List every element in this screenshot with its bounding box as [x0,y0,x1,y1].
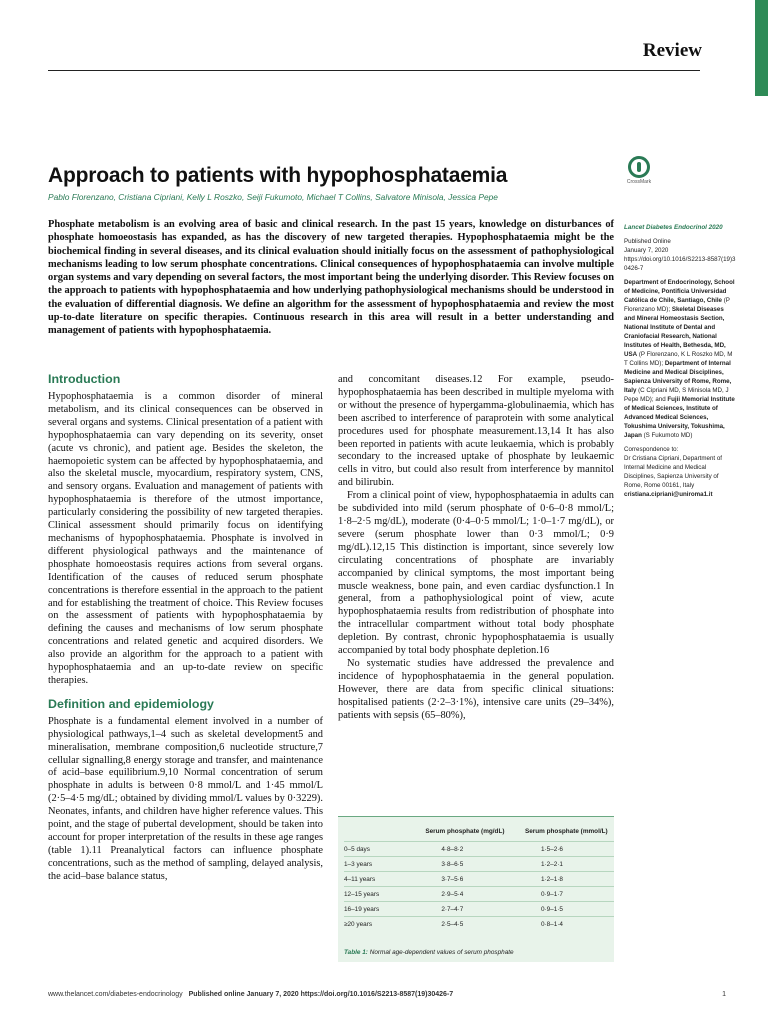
page-footer [48,991,726,998]
header-rule [48,70,700,71]
table-cell: 3·7–5·6 [425,872,525,887]
article-sidebar [624,223,736,504]
table-1 [338,816,614,962]
table-cell: 0·8–1·4 [525,917,614,932]
table-cell: 16–19 years [344,902,425,917]
body-paragraph: No systematic studies have addressed the prevalence and incidence of hypophosphataemia in the general population. However, there are data from specific clinical situations: hospitalised patients (2·2–3·1%), intensive care units (29–34%), patients with sepsis (65–80%), [338,657,614,721]
table-row [344,917,614,932]
published-date: January 7, 2020 [624,247,669,254]
table-cell: 1–3 years [344,857,425,872]
affiliation: Fujii Memorial Institute of Medical Sciences, Institute of Advanced Medical Sciences, Tokushima University, Tokushima, Japan [624,396,735,439]
page-number: 1 [722,991,726,998]
author-list: Pablo Florenzano, Cristiana Cipriani, Kelly L Roszko, Seiji Fukumoto, Michael T Collins, Salvatore Minisola, Jessica Pepe [48,192,498,202]
section-label: Review [642,40,702,61]
body-column-right [338,374,614,722]
doi-link[interactable]: https://doi.org/10.1016/S2213-8587(19)30426-7 [624,256,736,272]
table-cell: 1·2–1·8 [525,872,614,887]
definition-paragraph: Phosphate is a fundamental element involved in a number of physiological pathways,1–4 such as skeletal development5 and mineralisation, membrane composition,6 nucleotide structure,7 cellular signalling,8 energy storage and transfer, and maintenance of acid–base equilibrium.9,10 Normal concentration of serum phosphate in adults is between 0·8 mmol/L and 1·45 mmol/L (2·5–4·5 mg/dL; obtained by dividing mmol/L values by 0·3229). Neonates, infants, and children have higher reference values. This point, and the stage of pubertal development, should be taken into account for proper interpretation of the results in these age ranges (table 1).11 Preanalytical factors can influence phosphate concentrations, such as the method of sampling, delayed analysis, the acid–base balance status, [48,715,323,882]
intro-paragraph: Hypophosphataemia is a common disorder of mineral metabolism, and its clinical consequences can be observed in several organs and systems. Clinical presentation of a patient with hypophosphataemia can vary depending on its severity, onset (acute vs chronic), and patient age. Besides the skeleton, the haemopoietic system can be affected by hypophosphataemia, and also the skeletal muscle, myocardium, respiratory system, CNS, and sensory organs. Evaluation and management of patients with hypophosphataemia is therefore of the utmost importance, particularly considering the possibility of new targeted therapies. Clinical assessment should primarily focus on identifying mechanisms of hypophosphataemia. Phosphate is involved in different physiological pathways and the maintenance of phosphate homoeostasis requires actions from several organs. Identification of the causes of reduced serum phosphate concentrations is therefore essential in the approach to the patient and for establishing the treatment of choice. This Review focuses on the assessment of patients with hypophosphataemia by defining the causes and mechanisms of low serum phosphate concentrations and related genetic and acquired disorders. We also provide an algorithm for the approach to a patient with hypophosphataemia and an up-to-date review on specific therapies. [48,391,323,686]
table-cell: 12–15 years [344,887,425,902]
table-header-row [344,827,614,842]
correspondence [624,445,736,499]
table-header: Serum phosphate (mmol/L) [524,828,608,835]
table-cell: 1·5–2·6 [525,842,614,857]
crossmark-icon [628,156,650,178]
crossmark-badge[interactable] [624,156,654,185]
affiliation: Department of Endocrinology, School of Medicine, Pontificia Universidad Católica de Chile, Santiago, Chile [624,279,735,304]
abstract: Phosphate metabolism is an evolving area of basic and clinical research. In the past 15 years, knowledge on disturbances of phosphate homoeostasis has expanded, as has the discovery of new targeted therapies. Hypophosphataemia might be the biochemical finding in several diseases, and its clinical evaluation should initially focus on the assessment of pathophysiological mechanisms leading to low serum phosphate concentrations. Clinical consequences of hypophosphataemia can involve multiple organ systems and vary depending on several factors, the most important being the underlying disorder. This Review focuses on the approach to patients with hypophosphataemia and how underlying pathophysiological mechanisms should be understood in the evaluation of differential diagnosis. We define an algorithm for the assessment of hypophosphataemia and review the most up-to-date literature on specific therapies. Continuous research in this area will result in a better understanding and management of patients with hypophosphataemia. [48,219,614,337]
table-cell: 4·8–8·2 [425,842,525,857]
section-heading-introduction: Introduction [48,372,121,386]
table-caption [344,949,514,956]
table-cell: 0·9–1·5 [525,902,614,917]
table-row [344,902,614,917]
affiliation: Skeletal Diseases and Mineral Homeostasis Section, National Institute of Dental and Craniofacial Research, National Institutes of Health, Bethesda, MD, USA [624,306,726,358]
table-row [344,872,614,887]
affiliation-conjunction: and [655,396,666,403]
publication-info [624,237,736,273]
affiliation: Department of Internal Medicine and Medical Disciplines, Sapienza University of Rome, Rome, Italy [624,360,732,394]
table-header [344,827,425,842]
table-cell: ≥20 years [344,917,425,932]
section-heading-definition: Definition and epidemiology [48,696,214,711]
table-row [344,842,614,857]
table-cell: 2·5–4·5 [425,917,525,932]
table-header: Serum phosphate (mg/dL) [425,828,505,835]
footer-site-link[interactable]: www.thelancet.com/diabetes-endocrinology [48,991,183,998]
table-cell: 2·9–5·4 [425,887,525,902]
footer-published: Published online January 7, 2020 [188,991,299,998]
table-cell: 0–5 days [344,842,425,857]
correspondence-address: Dr Cristiana Cipriani, Department of Internal Medicine and Medical Disciplines, Sapienza University of Rome, Rome 00161, Italy [624,455,723,489]
table-row [344,857,614,872]
affiliation-authors: (C Cipriani MD, S Minisola MD, J Pepe MD); [624,387,729,403]
affiliation-authors: (S Fukumoto MD) [643,432,693,439]
phosphate-reference-table [344,827,614,931]
table-cell: 1·2–2·1 [525,857,614,872]
affiliation-authors: (P Florenzano MD); [624,297,730,313]
correspondence-email[interactable]: cristiana.cipriani@uniroma1.it [624,491,713,498]
correspondence-label: Correspondence to: [624,446,679,453]
table-caption-label: Table 1: [344,949,368,956]
article-title: Approach to patients with hypophosphataemia [48,164,508,188]
journal-citation: Lancet Diabetes Endocrinol 2020 [624,224,723,231]
edge-color-bar [755,0,768,96]
table-cell: 4–11 years [344,872,425,887]
body-paragraph: and concomitant diseases.12 For example, pseudo-hypophosphataemia has been described in multiple myeloma with or without the presence of hypergamma-globulinaemia, which has been ascribed to interference of paraprotein with some analytical procedures used for phosphate measurement.13,14 It has also been reported in patients with acute leukaemia, which is probably secondary to the increased uptake of phosphate by leukaemic cells in vitro, but could also result from interference by mannitol and bilirubin. [338,374,614,489]
published-label: Published Online [624,238,671,245]
footer-doi-link[interactable]: https://doi.org/10.1016/S2213-8587(19)30426-7 [300,991,454,998]
table-cell: 2·7–4·7 [425,902,525,917]
affiliations [624,278,736,440]
table-caption-text: Normal age-dependent values of serum phosphate [369,949,514,956]
affiliation-authors: (P Florenzano, K L Roszko MD, M T Collins MD); [624,351,733,367]
table-cell: 0·9–1·7 [525,887,614,902]
crossmark-label: CrossMark [626,179,652,185]
body-column-left [48,372,323,884]
body-paragraph: From a clinical point of view, hypophosphataemia in adults can be subdivided into mild (serum phosphate of 0·6–0·8 mmol/L; 1·8–2·5 mg/dL), moderate (0·4–0·5 mmol/L; 1·0–1·7 mg/dL), or severe (serum phosphate lower than 0·3 mmol/L; 0·9 mg/dL).12,15 This distinction is important, since severely low circulating concentrations of phosphate are invariably accompanied by clinical symptoms, the most important being muscle weakness, bone pain, and even cardiac dysfunction.1 In general, from a pathophysiological point of view, acute hypophosphataemia results from redistribution of phosphate into the intracellular compartment without total body phosphate depletion. By contrast, chronic hypophosphataemia is usually accompanied by total body phosphate depletion.16 [338,490,614,657]
table-cell: 3·8–6·5 [425,857,525,872]
table-row [344,887,614,902]
